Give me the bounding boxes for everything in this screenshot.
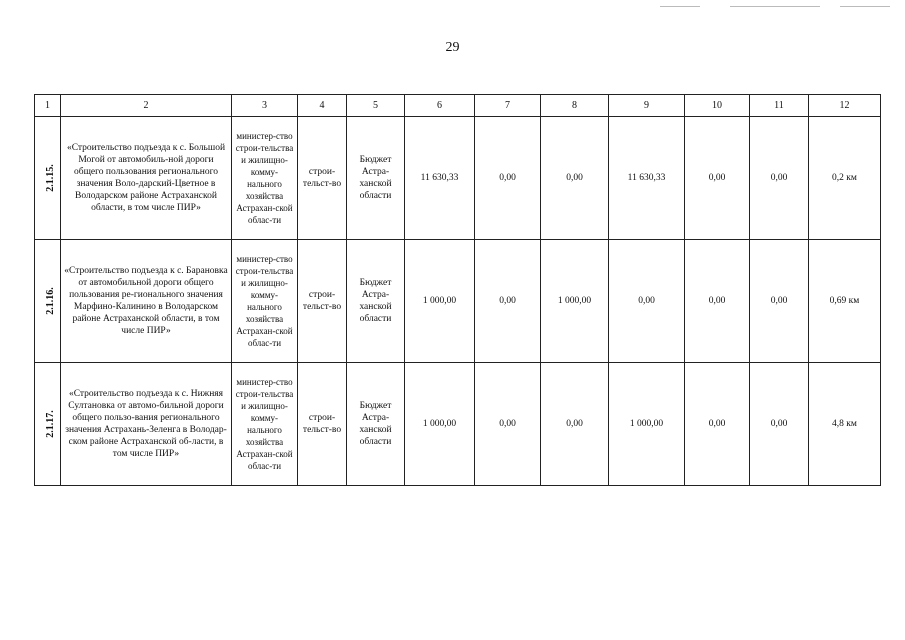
header-row [35, 95, 881, 117]
object-description: «Строительство подъезда к с. Нижняя Султановка от автомо-бильной дороги общего пользо-вания регионального значения Астрахань-Зеленга в Володар-ском районе Астраханской об-ласти, в том числе ПИР» [61, 363, 232, 486]
row-number: 2.1.16. [44, 287, 56, 315]
responsible-org: министер-ство строи-тельства и жилищно-комму-нального хозяйства Астрахан-ской облас-ти [232, 363, 298, 486]
table-row [35, 240, 881, 363]
scan-artifact-line [730, 6, 820, 7]
row-number: 2.1.15. [44, 164, 56, 192]
scan-artifact-line [660, 6, 700, 7]
amount-col-7: 0,00 [475, 363, 541, 486]
amount-col-7: 0,00 [475, 117, 541, 240]
header-cell: 12 [809, 95, 881, 117]
row-number-cell [35, 363, 61, 486]
row-number-cell [35, 240, 61, 363]
total-amount: 1 000,00 [405, 363, 475, 486]
amount-col-8: 1 000,00 [541, 240, 609, 363]
page-number: 29 [445, 40, 460, 55]
header-cell: 8 [541, 95, 609, 117]
amount-col-10: 0,00 [685, 363, 750, 486]
header-cell: 5 [347, 95, 405, 117]
amount-col-9: 1 000,00 [609, 363, 685, 486]
result-value: 0,69 км [809, 240, 881, 363]
amount-col-7: 0,00 [475, 240, 541, 363]
amount-col-8: 0,00 [541, 117, 609, 240]
row-number-cell [35, 117, 61, 240]
result-value: 4,8 км [809, 363, 881, 486]
funding-source: Бюджет Астра-ханской области [347, 117, 405, 240]
result-value: 0,2 км [809, 117, 881, 240]
table-row [35, 363, 881, 486]
object-description: «Строительство подъезда к с. Большой Могой от автомобиль-ной дороги общего пользования регионального значения Воло-дарский-Цветное в Володарском районе Астраханской области, в том числе ПИР» [61, 117, 232, 240]
amount-col-8: 0,00 [541, 363, 609, 486]
scan-artifact-line [840, 6, 890, 7]
row-number: 2.1.17. [44, 410, 56, 438]
amount-col-9: 11 630,33 [609, 117, 685, 240]
amount-col-11: 0,00 [750, 240, 809, 363]
header-cell: 4 [298, 95, 347, 117]
amount-col-11: 0,00 [750, 117, 809, 240]
program-table [34, 94, 881, 486]
work-type: строи-тельст-во [298, 363, 347, 486]
header-cell: 7 [475, 95, 541, 117]
work-type: строи-тельст-во [298, 240, 347, 363]
responsible-org: министер-ство строи-тельства и жилищно-комму-нального хозяйства Астрахан-ской облас-ти [232, 240, 298, 363]
total-amount: 1 000,00 [405, 240, 475, 363]
funding-source: Бюджет Астра-ханской области [347, 240, 405, 363]
amount-col-11: 0,00 [750, 363, 809, 486]
amount-col-9: 0,00 [609, 240, 685, 363]
responsible-org: министер-ство строи-тельства и жилищно-комму-нального хозяйства Астрахан-ской облас-ти [232, 117, 298, 240]
work-type: строи-тельст-во [298, 117, 347, 240]
amount-col-10: 0,00 [685, 240, 750, 363]
table-row [35, 117, 881, 240]
header-cell: 9 [609, 95, 685, 117]
header-cell: 3 [232, 95, 298, 117]
header-cell: 1 [35, 95, 61, 117]
header-cell: 2 [61, 95, 232, 117]
amount-col-10: 0,00 [685, 117, 750, 240]
header-cell: 11 [750, 95, 809, 117]
object-description: «Строительство подъезда к с. Барановка от автомобильной дороги общего пользования ре-гионального значения Марфино-Калинино в Володарском районе Астраханской области, в том числе ПИР» [61, 240, 232, 363]
funding-source: Бюджет Астра-ханской области [347, 363, 405, 486]
total-amount: 11 630,33 [405, 117, 475, 240]
header-cell: 10 [685, 95, 750, 117]
header-cell: 6 [405, 95, 475, 117]
